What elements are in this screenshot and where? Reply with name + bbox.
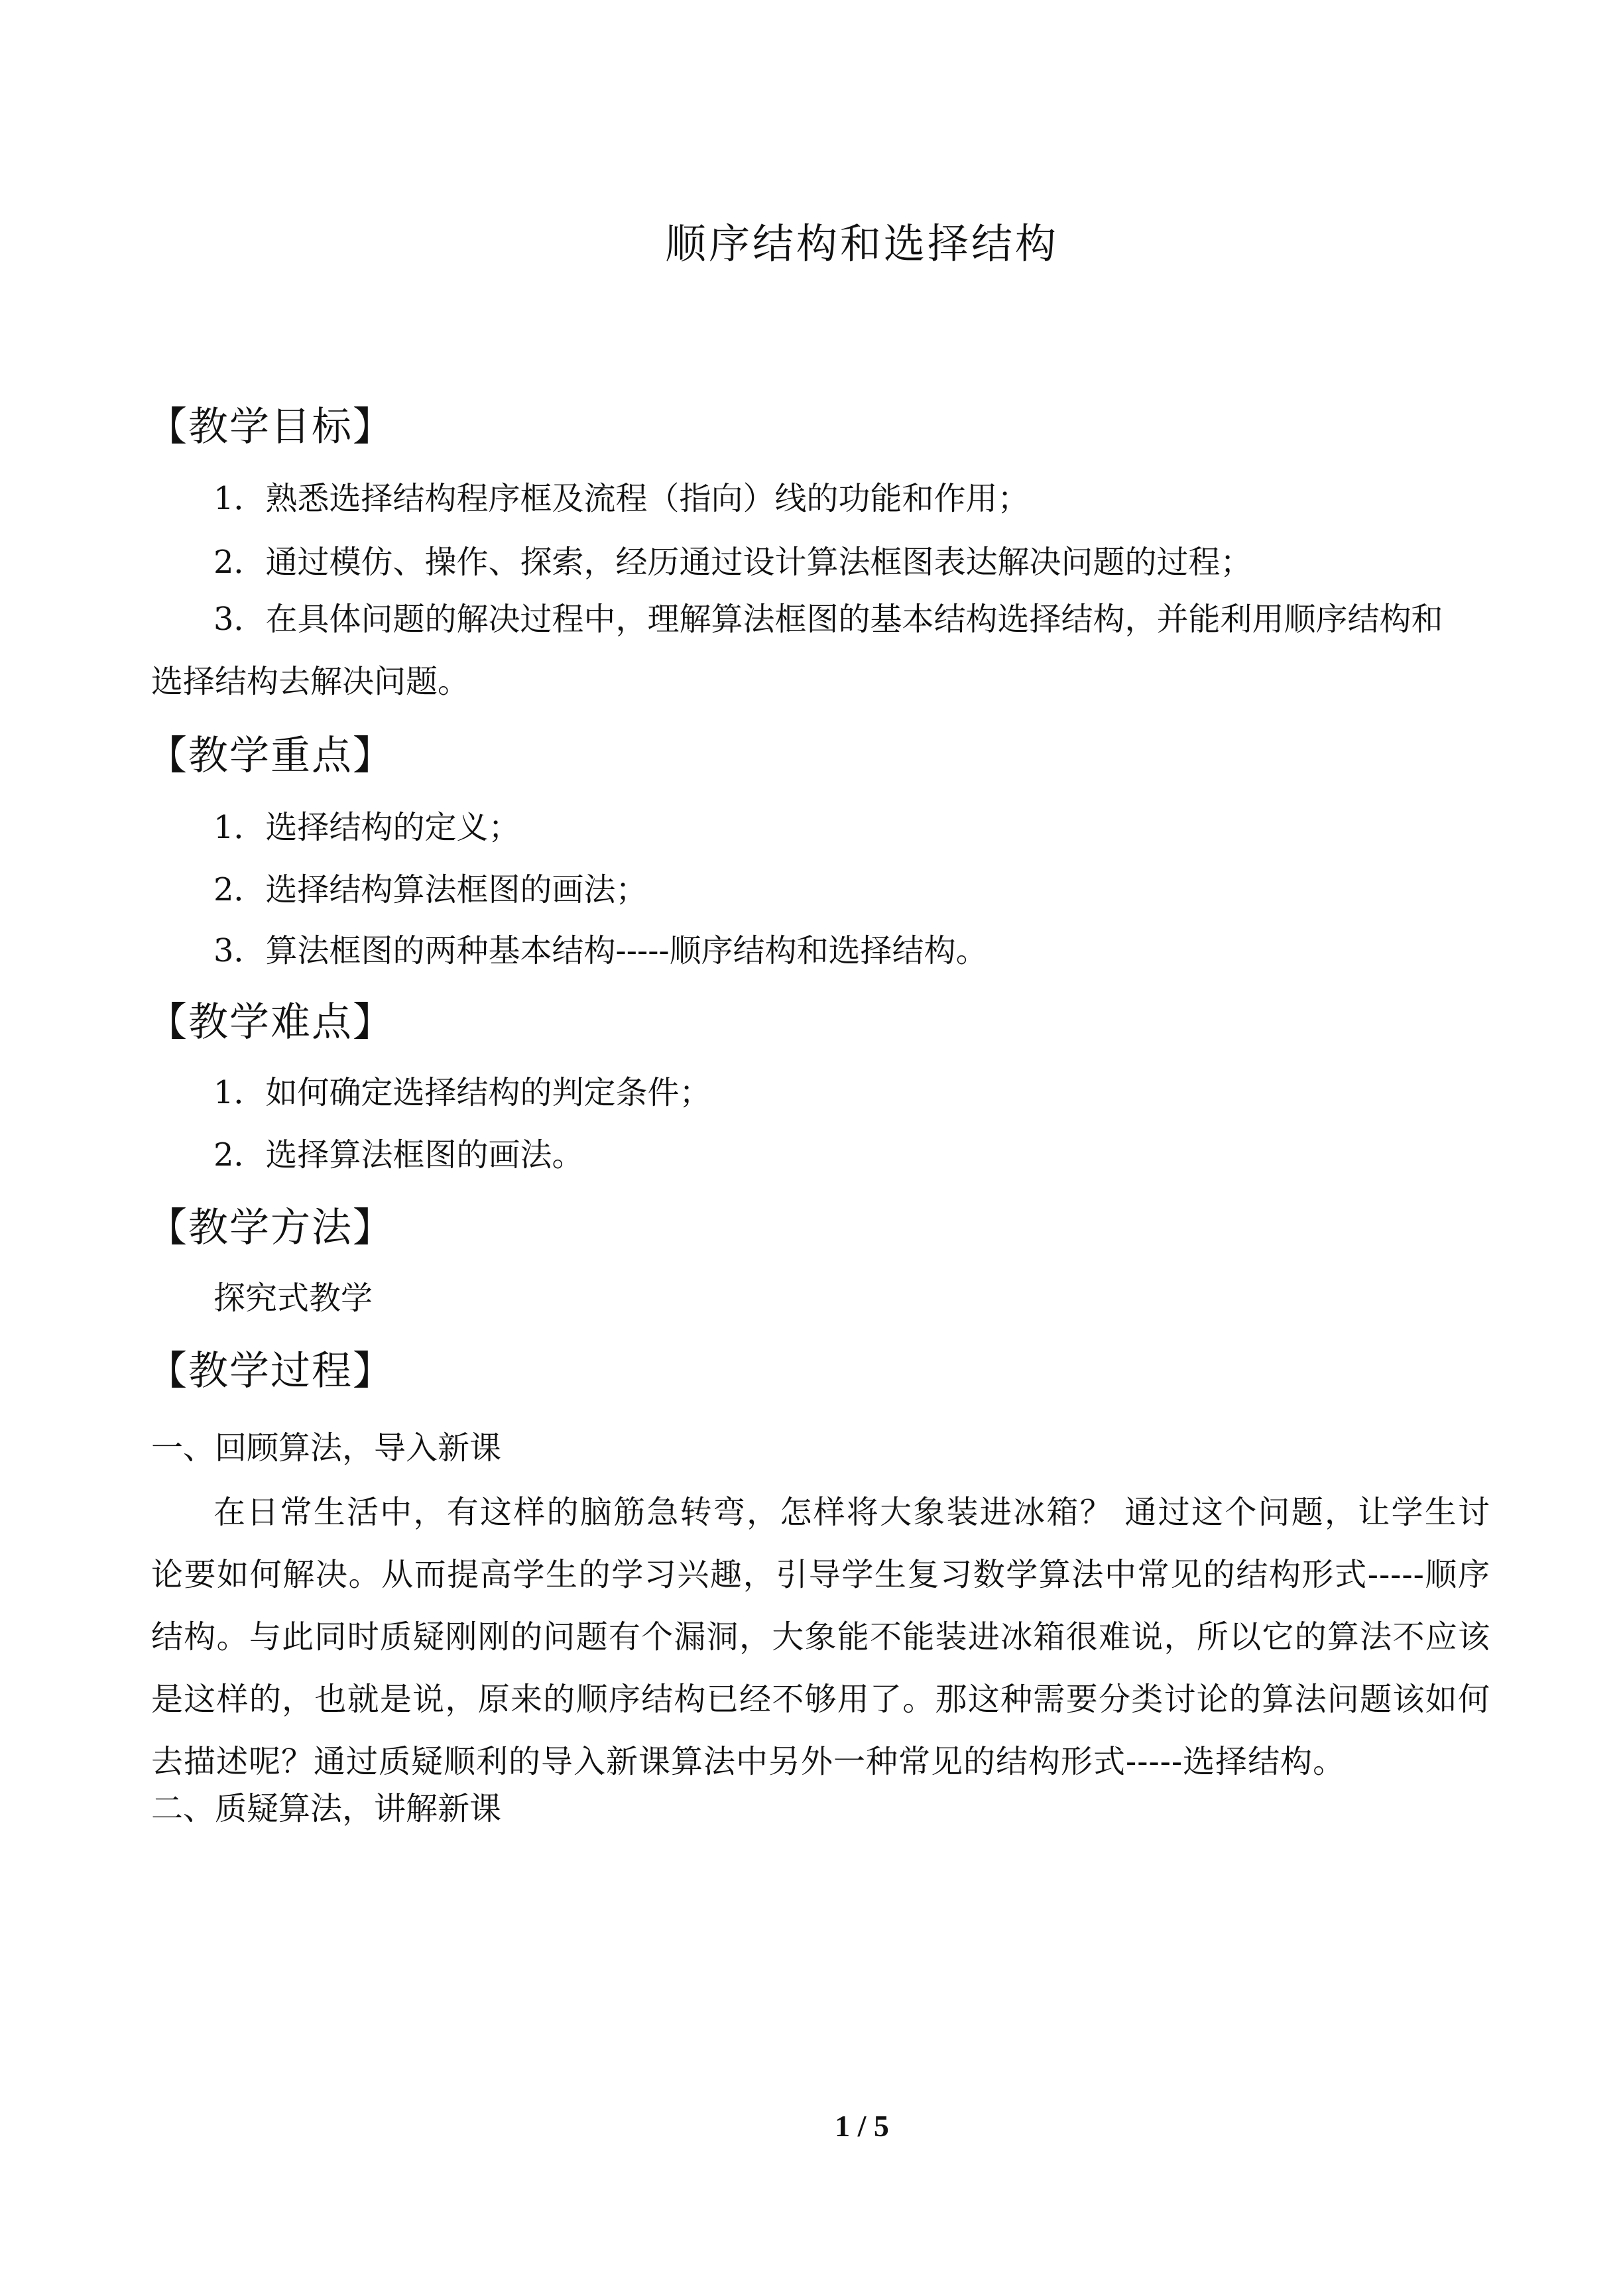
page-title: 顺序结构和选择结构 [664, 219, 1059, 268]
process-part1-title: 一、回顾算法，导入新课 [151, 1429, 502, 1467]
heading-process: 【教学过程】 [147, 1348, 394, 1394]
method-item-1: 探究式教学 [213, 1280, 373, 1317]
heading-difficulties: 【教学难点】 [147, 999, 394, 1046]
process-part1-paragraph: 在日常生活中，有这样的脑筋急转弯，怎样将大象装进冰箱？ 通过这个问题，让学生讨论要如何解决。从而提高学生的学习兴趣，引导学生复习数学算法中常见的结构形式-----顺序结构。与此同时质疑刚刚的问题有个漏洞，大象能不能装进冰箱很难说，所以它的算法不应该是这样的，也就是说，原来的顺序结构已经不够用了。那这种需要分类讨论的算法问题该如何去描述呢？通过质疑顺利的导入新课算法中另外一种常见的结构形式-----选择结构。 [151, 1494, 1490, 1780]
heading-key-points: 【教学重点】 [147, 733, 394, 779]
objective-item-3: 3．在具体问题的解决过程中，理解算法框图的基本结构选择结构，并能利用顺序结构和 [213, 601, 1443, 638]
heading-methods: 【教学方法】 [147, 1205, 394, 1251]
objective-item-1: 1．熟悉选择结构程序框及流程（指向）线的功能和作用； [213, 480, 1030, 517]
objective-item-2: 2．通过模仿、操作、探索，经历通过设计算法框图表达解决问题的过程； [213, 544, 1252, 581]
difficulty-item-2: 2．选择算法框图的画法。 [213, 1136, 584, 1174]
key-point-item-1: 1．选择结构的定义； [213, 809, 520, 846]
key-point-item-3: 3．算法框图的两种基本结构-----顺序结构和选择结构。 [213, 932, 988, 969]
page-number: 1 / 5 [835, 2109, 889, 2143]
difficulty-item-1: 1．如何确定选择结构的判定条件； [213, 1074, 711, 1111]
process-part2-title: 二、质疑算法，讲解新课 [151, 1790, 502, 1827]
objective-item-3-continued: 选择结构去解决问题。 [151, 663, 470, 700]
heading-objectives: 【教学目标】 [147, 404, 394, 450]
key-point-item-2: 2．选择结构算法框图的画法； [213, 871, 648, 908]
